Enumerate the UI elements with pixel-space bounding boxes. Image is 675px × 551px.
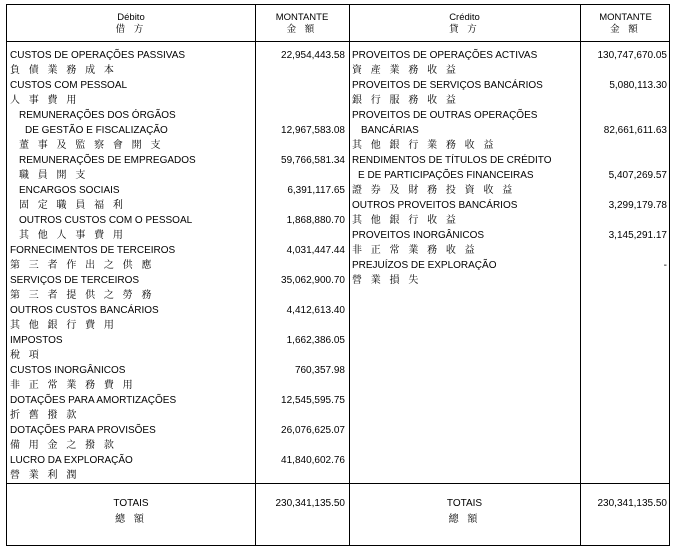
totals-divider: [7, 483, 669, 484]
credit-item-label: BANCÁRIAS: [361, 125, 419, 136]
debit-item-label-zh: 負 債 業 務 成 本: [10, 65, 117, 76]
debit-item-amount: 4,412,613.40: [286, 305, 345, 316]
debit-item-label-zh: 備 用 金 之 撥 款: [10, 440, 117, 451]
debit-item-amount: 41,840,602.76: [281, 455, 345, 466]
debit-item-label-zh: 其 他 銀 行 費 用: [10, 320, 117, 331]
credit-item-label: OUTROS PROVEITOS BANCÁRIOS: [352, 200, 518, 211]
column-divider: [349, 5, 350, 545]
debit-amount-header: MONTANTE: [275, 12, 329, 23]
debit-item-label-zh: 稅 項: [10, 350, 42, 361]
debit-item-label: LUCRO DA EXPLORAÇÃO: [10, 455, 133, 466]
credit-header-zh: 貸 方: [449, 24, 480, 35]
debit-subitem-label-zh: 其 他 人 事 費 用: [19, 230, 126, 241]
debit-subitem-label-zh: 董 事 及 監 察 會 開 支: [19, 140, 164, 151]
debit-item-label: DOTAÇÕES PARA AMORTIZAÇÕES: [10, 395, 177, 406]
debit-totals-label: TOTAIS: [113, 498, 149, 509]
debit-item-label: CUSTOS COM PESSOAL: [10, 80, 128, 91]
debit-subitem-label-zh: 職 員 開 支: [19, 170, 89, 181]
debit-header: Débito: [117, 12, 145, 23]
credit-item-label-zh: 非 正 常 業 務 收 益: [352, 245, 478, 256]
credit-item-amount: 5,080,113.30: [609, 80, 667, 91]
credit-header: Crédito: [449, 12, 480, 23]
debit-item-amount: 4,031,447.44: [286, 245, 345, 256]
credit-amount-header-zh: 金 額: [610, 24, 641, 35]
credit-item-label-zh: 證 券 及 財 務 投 資 收 益: [352, 185, 516, 196]
debit-item-amount: 26,076,625.07: [281, 425, 345, 436]
credit-item-amount: 3,299,179.78: [608, 200, 667, 211]
debit-subitem-amount: 59,766,581.34: [281, 155, 345, 166]
credit-item-amount: 3,145,291.17: [608, 230, 667, 241]
debit-item-label: CUSTOS DE OPERAÇÕES PASSIVAS: [10, 50, 186, 61]
debit-item-label-zh: 非 正 常 業 務 費 用: [10, 380, 136, 391]
debit-subitem-amount: 12,967,583.08: [281, 125, 345, 136]
debit-subitem-label: REMUNERAÇÕES DE EMPREGADOS: [19, 155, 196, 166]
profit-and-loss-statement: [6, 4, 670, 546]
debit-item-amount: 12,545,595.75: [281, 395, 345, 406]
credit-item-label: PROVEITOS INORGÂNICOS: [352, 230, 485, 241]
credit-item-label: PROVEITOS DE OUTRAS OPERAÇÕES: [352, 110, 538, 121]
credit-item-label-zh: 銀 行 服 務 收 益: [352, 95, 459, 106]
debit-item-amount: 35,062,900.70: [281, 275, 345, 286]
debit-subitem-label: DE GESTÃO E FISCALIZAÇÃO: [25, 125, 168, 136]
header-divider: [7, 41, 669, 42]
debit-item-label-zh: 人 事 費 用: [10, 95, 80, 106]
credit-amount-header: MONTANTE: [599, 12, 652, 23]
debit-subitem-label-zh: 固 定 職 員 福 利: [19, 200, 126, 211]
debit-item-amount: 22,954,443.58: [281, 50, 345, 61]
credit-item-label: PROVEITOS DE OPERAÇÕES ACTIVAS: [352, 50, 538, 61]
debit-amount-header-zh: 金 額: [286, 24, 318, 35]
credit-item-amount: 5,407,269.57: [608, 170, 667, 181]
debit-item-amount: 760,357.98: [294, 365, 345, 376]
credit-item-label: RENDIMENTOS DE TÍTULOS DE CRÉDITO: [352, 155, 552, 166]
debit-totals-label-zh: 總 額: [115, 514, 147, 525]
debit-subitem-label: ENCARGOS SOCIAIS: [19, 185, 120, 196]
debit-item-label: CUSTOS INORGÂNICOS: [10, 365, 126, 376]
credit-item-amount: 130,747,670.05: [597, 50, 667, 61]
debit-subitem-label: REMUNERAÇÕES DOS ÓRGÃOS: [19, 110, 176, 121]
credit-item-label: PROVEITOS DE SERVIÇOS BANCÁRIOS: [352, 80, 543, 91]
debit-item-label: FORNECIMENTOS DE TERCEIROS: [10, 245, 176, 256]
credit-item-label-zh: 資 產 業 務 收 益: [352, 65, 459, 76]
debit-item-label: OUTROS CUSTOS BANCÁRIOS: [10, 305, 159, 316]
debit-item-label-zh: 第 三 者 作 出 之 供 應: [10, 260, 155, 271]
debit-item-label: IMPOSTOS: [10, 335, 63, 346]
credit-item-label: PREJUÍZOS DE EXPLORAÇÃO: [352, 260, 497, 271]
debit-subitem-amount: 6,391,117.65: [287, 185, 345, 196]
credit-item-amount: 82,661,611.63: [603, 125, 667, 136]
credit-item-label-zh: 其 他 銀 行 收 益: [352, 215, 459, 226]
credit-item-amount: -: [663, 260, 667, 271]
credit-item-label: E DE PARTICIPAÇÕES FINANCEIRAS: [358, 170, 534, 181]
debit-subitem-amount: 1,868,880.70: [286, 215, 345, 226]
debit-totals-amount: 230,341,135.50: [275, 498, 345, 509]
debit-header-zh: 借 方: [115, 24, 147, 35]
debit-item-label-zh: 折 舊 撥 款: [10, 410, 80, 421]
credit-totals-amount: 230,341,135.50: [597, 498, 667, 509]
credit-totals-label: TOTAIS: [446, 498, 483, 509]
debit-item-label-zh: 第 三 者 提 供 之 勞 務: [10, 290, 155, 301]
debit-item-label-zh: 營 業 利 潤: [10, 470, 80, 481]
debit-item-amount: 1,662,386.05: [286, 335, 345, 346]
debit-item-label: DOTAÇÕES PARA PROVISÕES: [10, 425, 156, 436]
credit-item-label-zh: 其 他 銀 行 業 務 收 益: [352, 140, 497, 151]
debit-item-label: SERVIÇOS DE TERCEIROS: [10, 275, 140, 286]
credit-totals-label-zh: 總 額: [448, 514, 481, 525]
credit-item-label-zh: 營 業 損 失: [352, 275, 422, 286]
debit-subitem-label: OUTROS CUSTOS COM O PESSOAL: [19, 215, 193, 226]
